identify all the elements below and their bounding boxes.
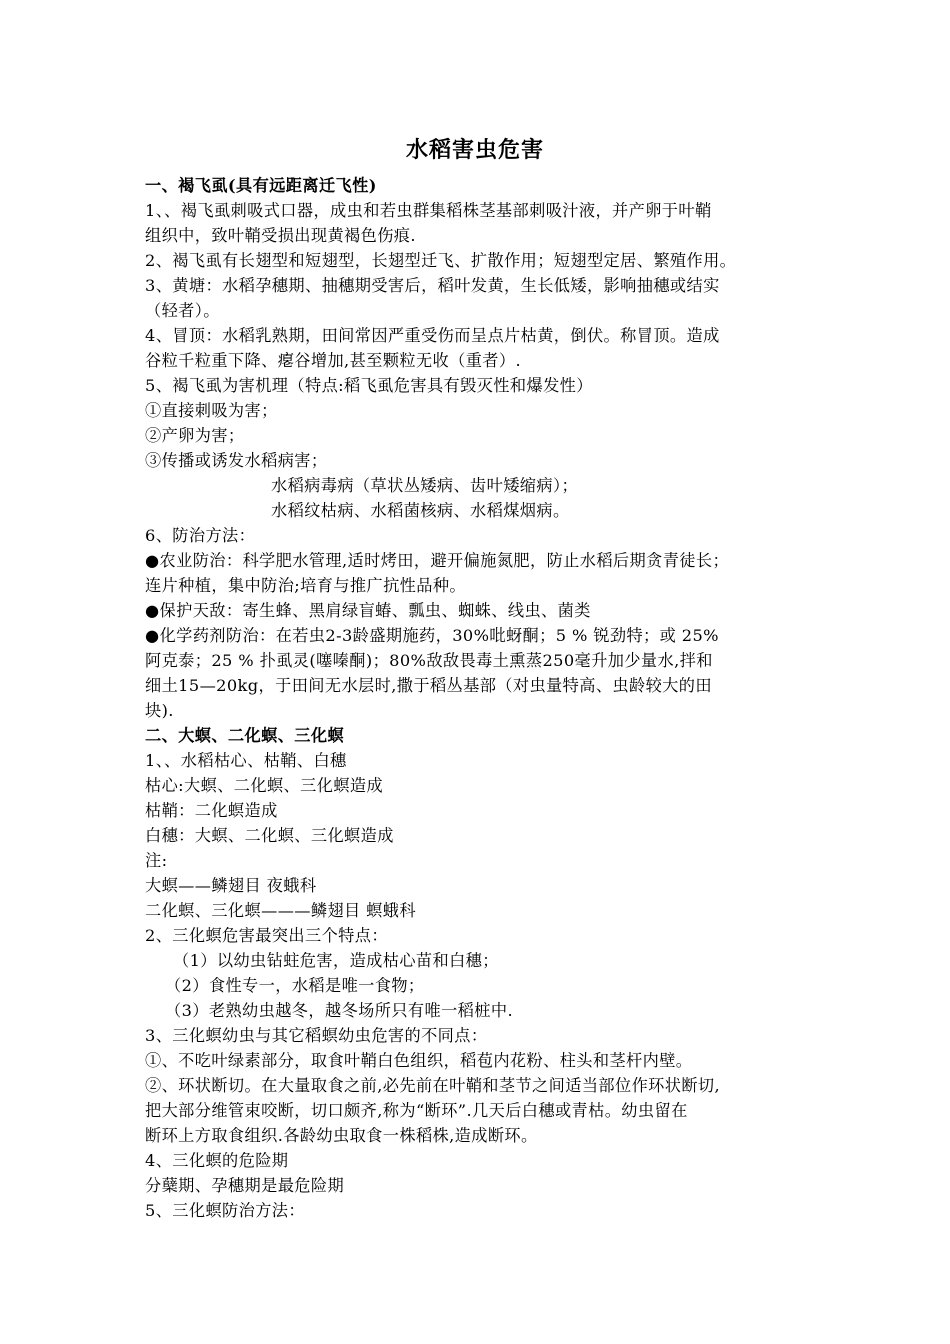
- text-line: 5、三化螟防治方法：: [145, 1201, 305, 1220]
- text-line: 枯鞘：二化螟造成: [145, 801, 278, 820]
- document-body: [145, 173, 835, 1223]
- text-line: 连片种植，集中防治;培育与推广抗性品种。: [145, 576, 467, 595]
- text-line: 水稻病毒病（草状丛矮病、齿叶矮缩病）；: [271, 476, 579, 495]
- text-line: ③传播或诱发水稻病害；: [145, 451, 328, 470]
- text-line: ②、环状断切。在大量取食之前,必先前在叶鞘和茎节之间适当部位作环状断切,: [145, 1076, 721, 1095]
- text-line: 组织中，致叶鞘受损出现黄褐色伤痕.: [145, 226, 416, 245]
- text-line: ●保护天敌：寄生蜂、黑肩绿盲蝽、瓢虫、蜘蛛、线虫、菌类: [145, 601, 591, 620]
- text-line: 枯心:大螟、二化螟、三化螟造成: [145, 776, 384, 795]
- text-line: 细土15—20kg，于田间无水层时,撒于稻丛基部（对虫量特高、虫龄较大的田: [145, 676, 712, 695]
- text-line: 大螟——鳞翅目 夜蛾科: [145, 876, 317, 895]
- text-line: 4、冒顶：水稻乳熟期，田间常因严重受伤而呈点片枯黄，倒伏。称冒顶。造成: [145, 326, 720, 345]
- text-line: ●农业防治：科学肥水管理,适时烤田，避开偏施氮肥，防止水稻后期贪青徒长；: [145, 551, 730, 570]
- text-line: 把大部分维管束咬断，切口颇齐,称为“断环”.几天后白穗或青枯。幼虫留在: [145, 1101, 688, 1120]
- text-line: 分蘖期、孕穗期是最危险期: [145, 1176, 345, 1195]
- text-line: 1、、水稻枯心、枯鞘、白穗: [145, 751, 347, 770]
- text-line: ●化学药剂防治：在若虫2-3龄盛期施药，30%吡蚜酮；5 % 锐劲特；或 25%: [145, 626, 719, 645]
- document-title: 水稻害虫危害: [405, 137, 544, 163]
- text-line: （1）以幼虫钻蛀危害，造成枯心苗和白穗；: [173, 951, 499, 970]
- text-line: ①、不吃叶绿素部分，取食叶鞘白色组织，稻苞内花粉、柱头和茎杆内壁。: [145, 1051, 693, 1070]
- text-line: 断环上方取食组织.各龄幼虫取食一株稻株,造成断环。: [145, 1126, 538, 1145]
- text-line: 块).: [145, 701, 174, 720]
- text-line: 谷粒千粒重下降、瘪谷增加,甚至颗粒无收（重者）.: [145, 351, 522, 370]
- text-line: 6、防治方法：: [145, 526, 256, 545]
- text-line: （轻者）。: [145, 301, 220, 320]
- text-line: （3）老熟幼虫越冬，越冬场所只有唯一稻桩中.: [165, 1001, 513, 1020]
- text-line: （2）食性专一，水稻是唯一食物；: [165, 976, 425, 995]
- text-line: ①直接刺吸为害；: [145, 401, 278, 420]
- section-heading: 二、大螟、二化螟、三化螟: [145, 726, 345, 745]
- text-line: 阿克泰；25 % 扑虱灵(噻嗪酮)；80%敌敌畏毒土熏蒸250毫升加少量水,拌和: [145, 651, 713, 670]
- text-line: ②产卵为害；: [145, 426, 245, 445]
- text-line: 水稻纹枯病、水稻菌核病、水稻煤烟病。: [271, 501, 570, 520]
- text-line: 5、褐飞虱为害机理（特点:稻飞虱危害具有毁灭性和爆发性）: [145, 376, 593, 395]
- text-line: 4、三化螟的危险期: [145, 1151, 289, 1170]
- text-line: 3、黄塘：水稻孕穗期、抽穗期受害后，稻叶发黄，生长低矮，影响抽穗或结实: [145, 276, 720, 295]
- text-line: 注:: [145, 851, 168, 870]
- text-line: 白穗：大螟、二化螟、三化螟造成: [145, 826, 394, 845]
- text-line: 二化螟、三化螟———鳞翅目 螟蛾科: [145, 901, 416, 920]
- text-line: 1、、褐飞虱刺吸式口器，成虫和若虫群集稻株茎基部刺吸汁液，并产卵于叶鞘: [145, 201, 712, 220]
- text-line: 2、三化螟危害最突出三个特点：: [145, 926, 388, 945]
- section-heading: 一、褐飞虱(具有远距离迁飞性): [145, 176, 377, 195]
- text-line: 2、褐飞虱有长翅型和短翅型，长翅型迁飞、扩散作用；短翅型定居、繁殖作用。: [145, 251, 737, 270]
- text-line: 3、三化螟幼虫与其它稻螟幼虫危害的不同点：: [145, 1026, 488, 1045]
